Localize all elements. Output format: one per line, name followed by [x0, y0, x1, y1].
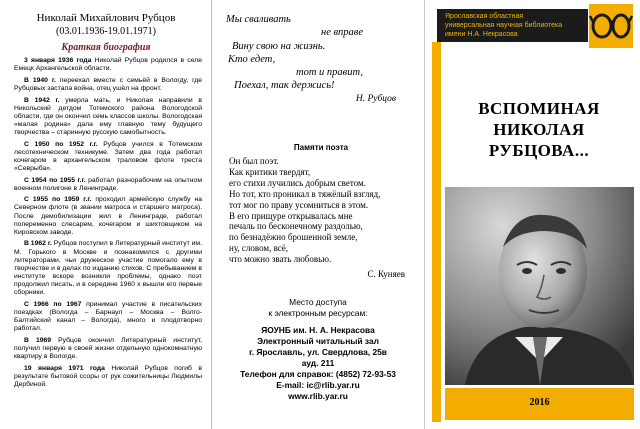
bio-paragraph: В 1940 г. переехал вместе с семьёй в Вологду, где Рубцовых застала война, отец ушёл на фронт. — [14, 76, 202, 92]
phone: Телефон для справок: (4852) 72-93-53 — [240, 369, 396, 379]
reading-hall: Электронный читальный зал — [257, 336, 379, 346]
cover-title — [446, 98, 632, 161]
poet-name: Николай Михайлович Рубцов — [36, 12, 176, 24]
cover-title-line: ВСПОМИНАЯ — [478, 99, 600, 118]
contact-info — [214, 297, 422, 402]
library-brand-text — [445, 12, 585, 39]
biography-text — [14, 57, 202, 392]
poem-line: Он был поэт. — [229, 156, 279, 166]
brand-line: имени Н.А. Некрасова — [445, 31, 518, 38]
poem-line: В его прищуре открывалась мне — [229, 210, 353, 221]
brand-line: Ярославская областная — [445, 13, 524, 20]
poem-line: его стихи лучились добрым светом. — [229, 177, 366, 188]
epigraph-line: тот и правит, — [296, 67, 363, 79]
poem-line: Но тот, кто проникал в тяжёлый взгляд, — [229, 188, 381, 199]
memory-poem — [229, 156, 419, 280]
website-link[interactable]: www.rlib.yar.ru — [288, 391, 348, 401]
bio-paragraph: 3 января 1936 года Николай Рубцов родился в селе Емецк Архангельской области. — [14, 57, 202, 73]
cover-title-line: РУБЦОВА... — [488, 141, 590, 160]
portrait-photo — [445, 187, 634, 385]
poem-line: Как критики твердят, — [229, 166, 311, 177]
poem-line: печаль по бесконечному раздолью, — [229, 221, 363, 232]
year: 2016 — [529, 397, 550, 408]
accent-stripe — [432, 42, 441, 422]
poet-dates: (03.01.1936-19.01.1971) — [56, 26, 156, 37]
contact-intro: Место доступа — [289, 297, 347, 307]
year-band — [445, 388, 634, 420]
brand-line: универсальная научная библиотека — [445, 22, 563, 29]
poem-line: ну, словом, всё, — [229, 243, 289, 254]
epigraph-author: Н. Рубцов — [355, 93, 396, 104]
room: ауд. 211 — [301, 358, 335, 368]
bio-paragraph: С 1955 по 1959 г.г. проходил армейскую службу на Северном флоте (в звании матроса и старшего матроса). После демобилизации жил в Ленинграде, работал попеременно слесарем, кочегаром и шихтовщиком на Кировском заводе. — [14, 196, 202, 236]
poem-line: тот мог по праву усомниться в этом. — [229, 199, 369, 210]
epigraph-line: Поехал, так держись! — [234, 80, 335, 92]
memory-poem-title: Памяти поэта — [293, 143, 349, 152]
cover-title-line: НИКОЛАЯ — [493, 120, 585, 139]
bio-paragraph: С 1966 по 1967 принимал участие в писательских поездках (Вологда – Барнаул – Москва – Волго-Балтийский канал – Вологда), много и плодотворно работал. — [14, 300, 202, 332]
epigraph-line: Мы сваливать — [226, 14, 291, 25]
bio-paragraph: С 1954 по 1955 г.г. работал разнорабочим на опытном военном полигоне в Ленинграде. — [14, 176, 202, 192]
memory-poem-author: С. Куняев — [367, 269, 405, 280]
biography-title: Краткая биография — [61, 42, 151, 53]
email-link[interactable]: E-mail: ic@rlib.yar.ru — [276, 380, 360, 390]
bio-paragraph: С 1950 по 1952 г.г. Рубцов учился в Тотемском лесотехническом техникуме. Затем два года работал кочегаром в архангельском траловом флоте треста «Севрыба». — [14, 140, 202, 172]
bio-paragraph: В 1962 г. Рубцов поступил в Литературный институт им. М. Горького в Москве и познакомился с другими литераторами, чьи дружеское участие помогало ему в творчестве и в делах по изданию стихов. С пребыванием в институте вскоре возникли проблемы, однако поэт продолжил писать, и в середине 1960 х вышли его первые сборники. — [14, 240, 202, 296]
epigraph-line: Кто едет, — [228, 53, 276, 65]
glasses-logo-icon — [589, 4, 633, 48]
bio-paragraph: 19 января 1971 года Николай Рубцов погиб в результате бытовой ссоры от рук сожительницы Людмилы Дербиной. — [14, 364, 202, 388]
poem-line: что можно звать любовью. — [229, 254, 332, 265]
poem-line: по безнадёжно брошенной земле, — [229, 232, 358, 243]
epigraph-line: Вину свою на жизнь. — [232, 40, 326, 52]
contact-intro: к электронным ресурсам: — [268, 308, 368, 318]
bio-paragraph: В 1969 Рубцов окончил Литературный институт, получил первую в своей жизни отдельную однокомнатную квартиру в Вологде. — [14, 336, 202, 360]
epigraph — [226, 13, 416, 106]
epigraph-line: не вправе — [321, 27, 364, 39]
library-name: ЯОУНБ им. Н. А. Некрасова — [261, 325, 375, 335]
address: г. Ярославль, ул. Свердлова, 25в — [249, 347, 387, 357]
bio-paragraph: В 1942 г. умерла мать, и Николая направили в Никольский детдом Тотемского района Вологодской области, где он окончил семь классов школы. Вологодская «малая родина» дала ему главную тему будущего творчества – старинную русскую самобытность. — [14, 96, 202, 136]
